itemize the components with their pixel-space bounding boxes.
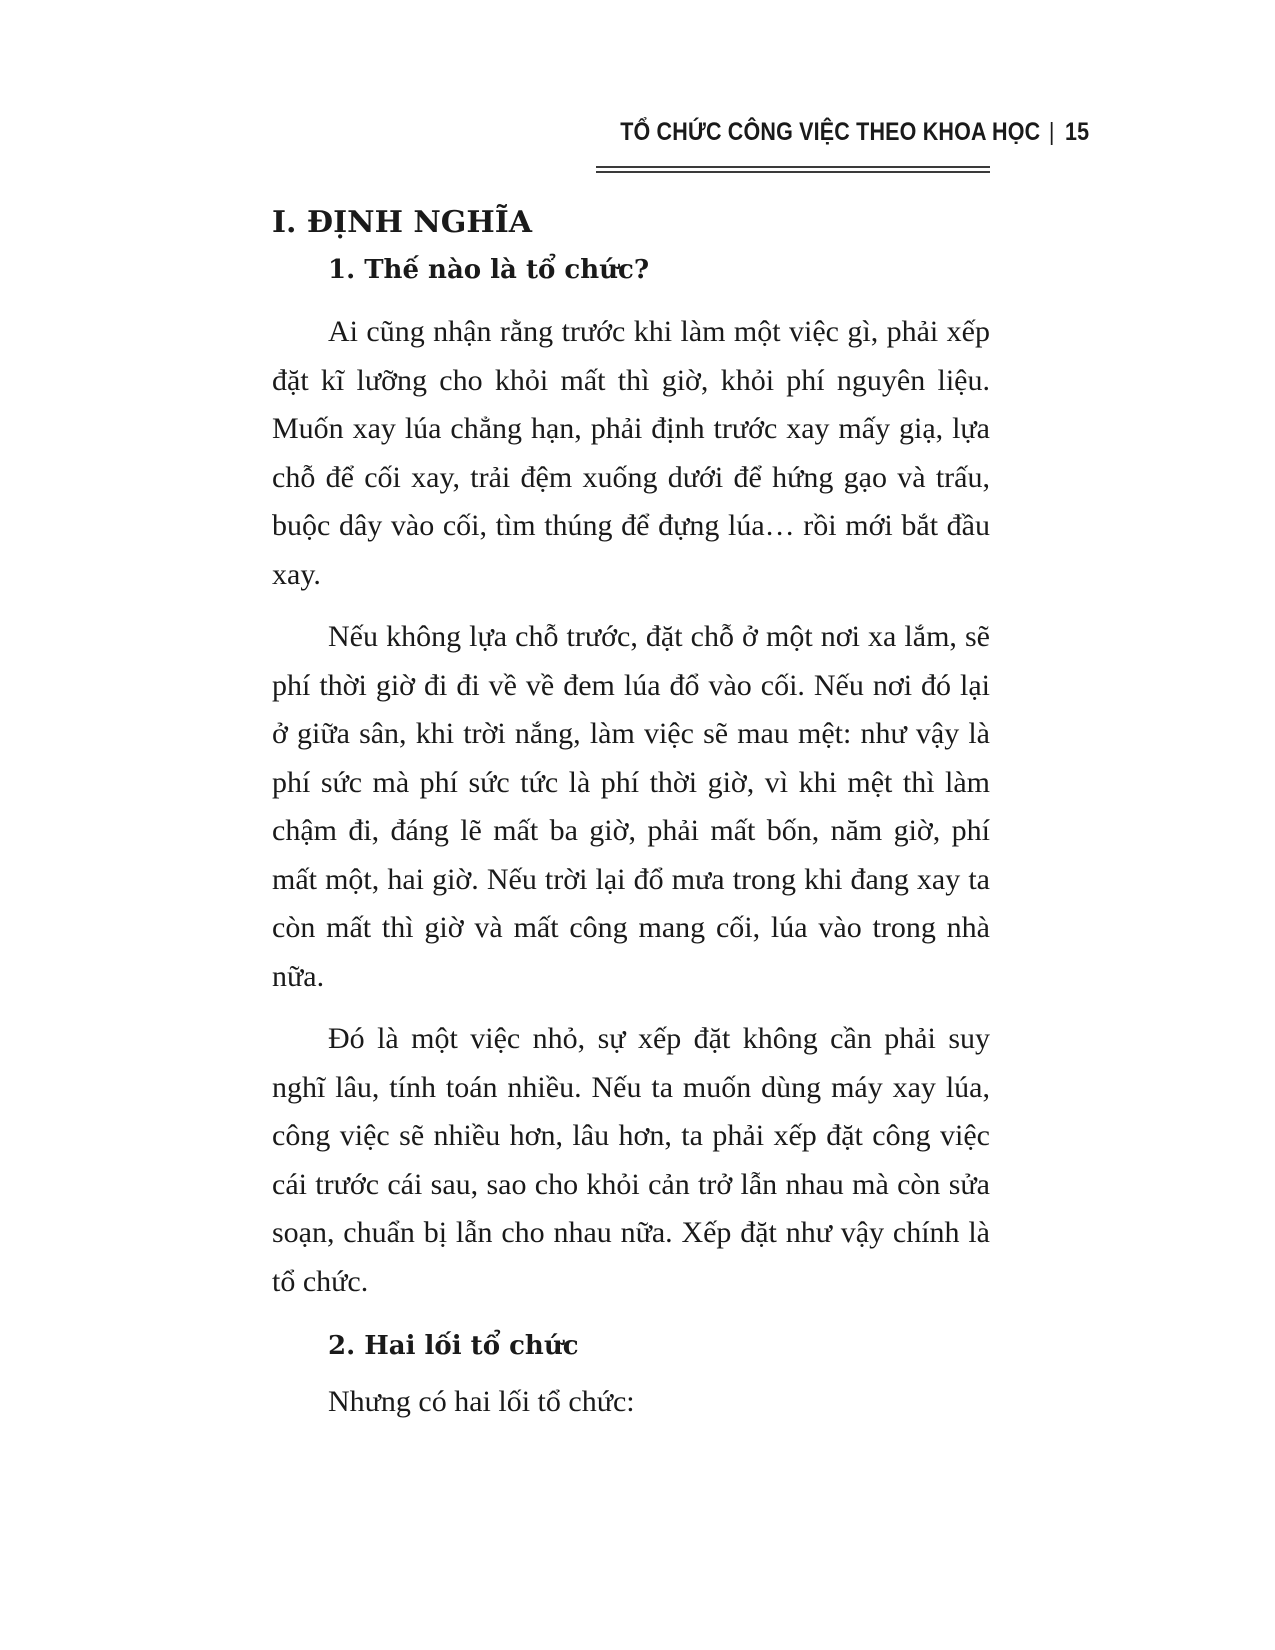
page-content bbox=[272, 190, 990, 1427]
subsection-title: 2. Hai lối tổ chức bbox=[328, 1331, 579, 1361]
paragraph: Nhưng có hai lối tổ chức: bbox=[328, 1385, 635, 1418]
running-title: TỔ CHỨC CÔNG VIỆC THEO KHOA HỌC bbox=[620, 118, 1041, 146]
header-separator: | bbox=[1048, 118, 1055, 146]
section-title: I. ĐỊNH NGHĨA bbox=[272, 205, 533, 240]
running-header bbox=[620, 118, 1090, 147]
paragraph: Nếu không lựa chỗ trước, đặt chỗ ở một nơi xa lắm, sẽ phí thời giờ đi đi về về đem lúa đổ vào cối. Nếu nơi đó lại ở giữa sân, khi trời nắng, làm việc sẽ mau mệt: như vậy là phí sức mà phí sức tức là phí thời giờ, vì khi mệt thì làm chậm đi, đáng lẽ mất ba giờ, phải mất bốn, năm giờ, phí mất một, hai giờ. Nếu trời lại đổ mưa trong khi đang xay ta còn mất thì giờ và mất công mang cối, lúa vào trong nhà nữa. bbox=[272, 620, 990, 993]
header-rule-line bbox=[596, 171, 990, 173]
header-rule-line bbox=[596, 166, 990, 168]
paragraph: Đó là một việc nhỏ, sự xếp đặt không cần phải suy nghĩ lâu, tính toán nhiều. Nếu ta muốn dùng máy xay lúa, công việc sẽ nhiều hơn, lâu hơn, ta phải xếp đặt công việc cái trước cái sau, sao cho khỏi cản trở lẫn nhau mà còn sửa soạn, chuẩn bị lẫn cho nhau nữa. Xếp đặt như vậy chính là tổ chức. bbox=[272, 1022, 990, 1298]
paragraph: Ai cũng nhận rằng trước khi làm một việc gì, phải xếp đặt kĩ lưỡng cho khỏi mất thì giờ, khỏi phí nguyên liệu. Muốn xay lúa chẳng hạn, phải định trước xay mấy giạ, lựa chỗ để cối xay, trải đệm xuống dưới để hứng gạo và trấu, buộc dây vào cối, tìm thúng để đựng lúa… rồi mới bắt đầu xay. bbox=[272, 315, 990, 591]
page-number: 15 bbox=[1065, 118, 1090, 146]
header-double-rule bbox=[596, 166, 990, 176]
subsection-title: 1. Thế nào là tổ chức? bbox=[328, 255, 650, 285]
